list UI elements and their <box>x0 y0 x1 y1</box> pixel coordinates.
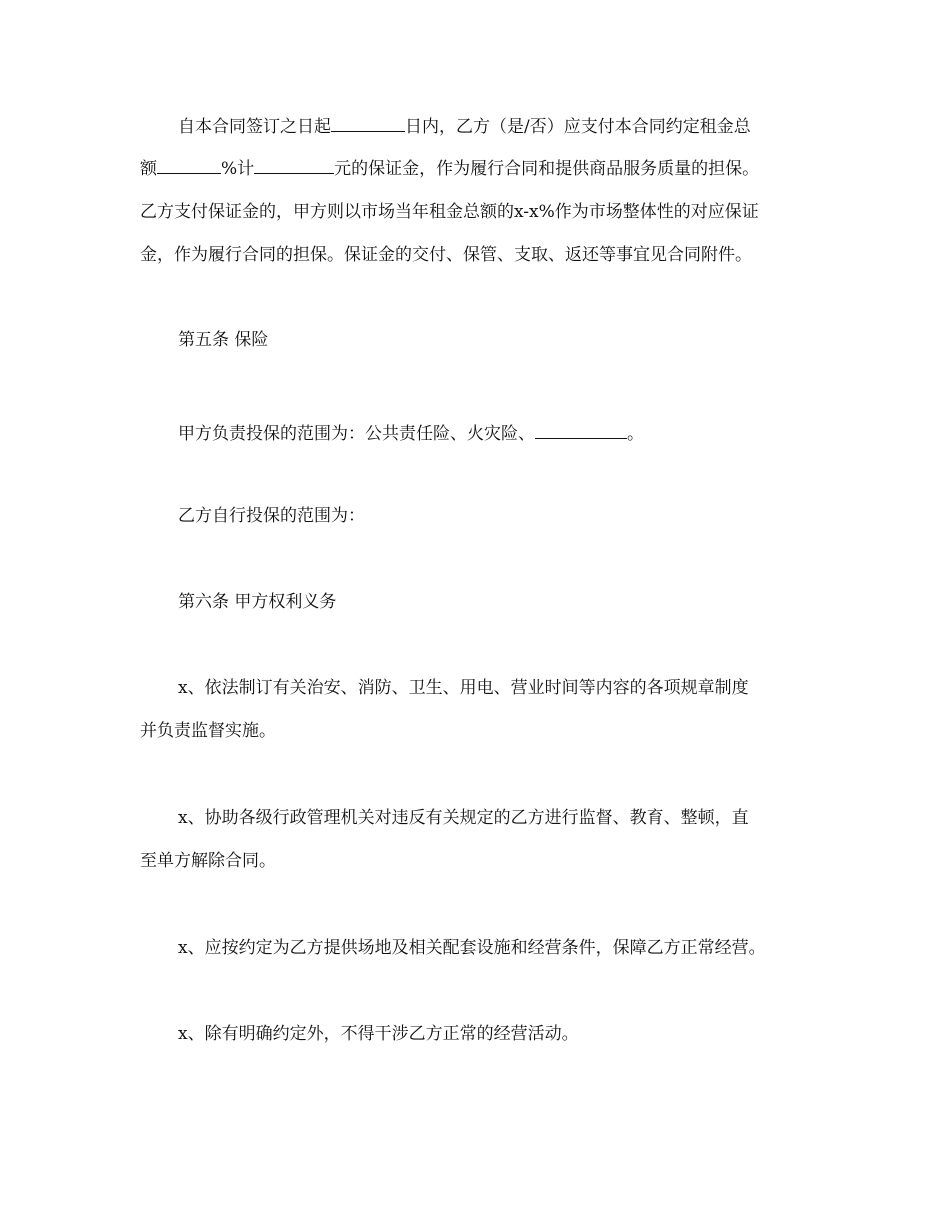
insurance-blank <box>535 420 627 439</box>
article-6-title: 第六条 甲方权利义务 <box>178 592 337 612</box>
article-6-item-2-line-2: 至单方解除合同。 <box>140 851 276 871</box>
party-a-insurance-scope <box>178 420 644 444</box>
deposit-text: %计 <box>221 159 255 179</box>
deposit-text: 日内，乙方（是/否）应支付本合同约定租金总 <box>405 117 751 137</box>
deposit-line-4: 金，作为履行合同的担保。保证金的交付、保管、支取、返还等事宜见合同附件。 <box>140 245 752 265</box>
deposit-line-2 <box>140 155 759 179</box>
deposit-line-3: 乙方支付保证金的，甲方则以市场当年租金总额的x-x%作为市场整体性的对应保证 <box>140 202 759 222</box>
article-6-item-4: x、除有明确约定外，不得干涉乙方正常的经营活动。 <box>178 1024 579 1044</box>
percent-blank <box>157 155 221 174</box>
insurance-text: 。 <box>627 424 644 444</box>
article-5-title: 第五条 保险 <box>178 330 269 350</box>
party-b-insurance-scope: 乙方自行投保的范围为： <box>178 506 365 526</box>
article-6-item-2-line-1: x、协助各级行政管理机关对违反有关规定的乙方进行监督、教育、整顿，直 <box>178 808 749 828</box>
deposit-text: 额 <box>140 159 157 179</box>
article-6-item-1-line-2: 并负责监督实施。 <box>140 721 276 741</box>
amount-blank <box>254 155 334 174</box>
deposit-line-1 <box>178 113 751 137</box>
article-6-item-3: x、应按约定为乙方提供场地及相关配套设施和经营条件，保障乙方正常经营。 <box>178 938 766 958</box>
deposit-text: 元的保证金，作为履行合同和提供商品服务质量的担保。 <box>334 159 760 179</box>
deposit-text: 自本合同签订之日起 <box>178 117 331 137</box>
days-blank <box>331 113 405 132</box>
article-6-item-1-line-1: x、依法制订有关治安、消防、卫生、用电、营业时间等内容的各项规章制度 <box>178 678 749 698</box>
insurance-text: 甲方负责投保的范围为：公共责任险、火灾险、 <box>178 424 535 444</box>
